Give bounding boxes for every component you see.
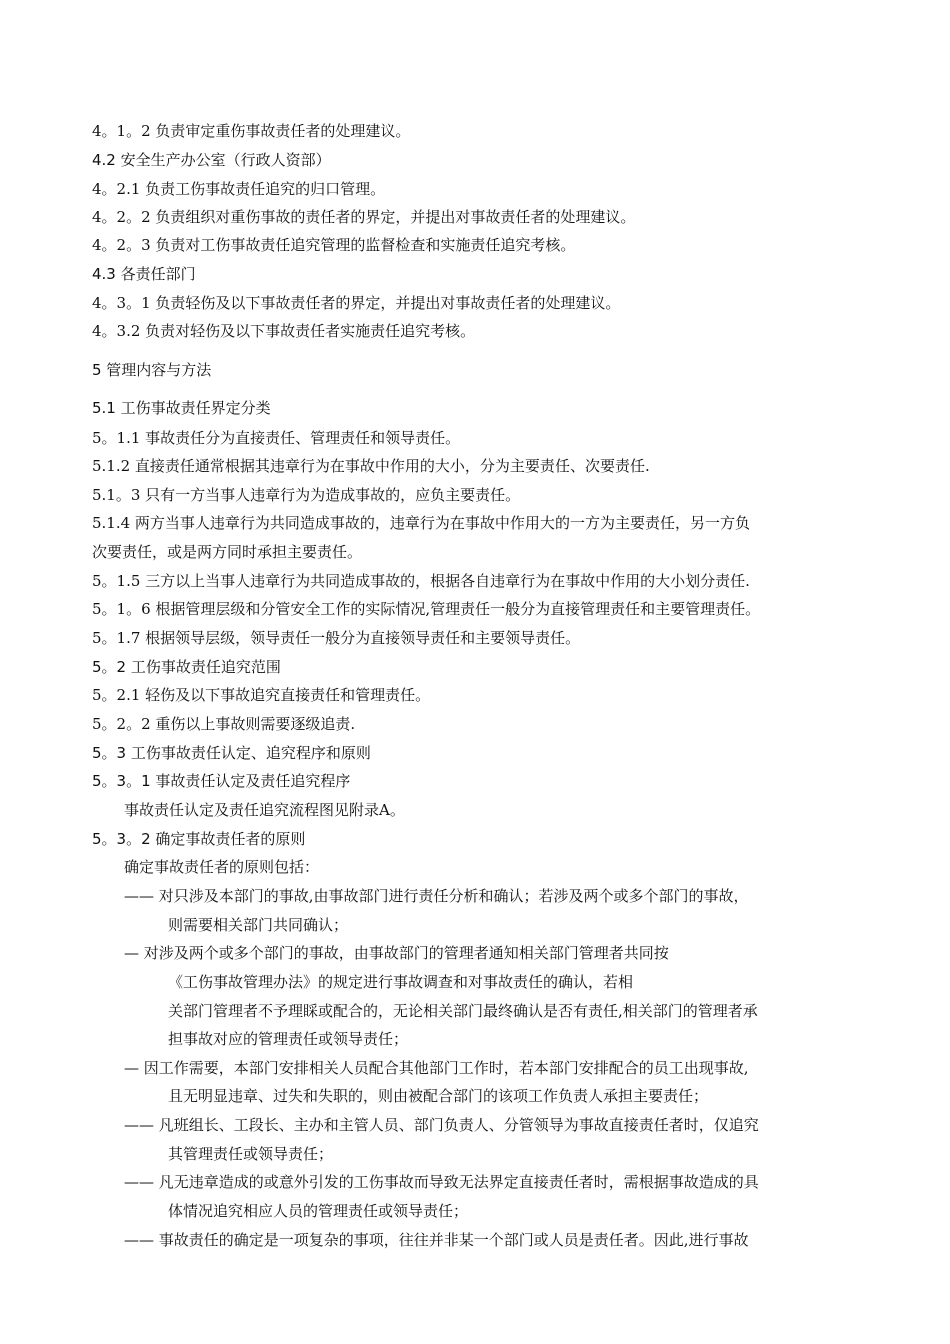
clause-5-1-7: 5。1.7 根据领导层级，领导责任一般分为直接领导责任和主要领导责任。 — [92, 629, 581, 647]
clause-5-1-2: 5.1.2 直接责任通常根据其违章行为在事故中作用的大小，分为主要责任、次要责任. — [92, 457, 650, 475]
heading-5-3-2: 5。3。2 确定事故责任者的原则 — [92, 830, 306, 848]
principle-item-3: — 因工作需要，本部门安排相关人员配合其他部门工作时，若本部门安排配合的员工出现事故, — [124, 1059, 749, 1077]
clause-5-1-1: 5。1.1 事故责任分为直接责任、管理责任和领导责任。 — [92, 429, 461, 447]
principle-item-5: —— 凡无违章造成的或意外引发的工伤事故而导致无法界定直接责任者时，需根据事故造成的具 — [124, 1173, 759, 1191]
principle-item-1-cont: 则需要相关部门共同确认； — [168, 916, 349, 934]
clause-5-2-2: 5。2。2 重伤以上事故则需要逐级追责. — [92, 715, 356, 733]
principle-item-4: —— 凡班组长、工段长、主办和主管人员、部门负责人、分管领导为事故直接责任者时，仅追究 — [124, 1116, 759, 1134]
heading-5-1: 5.1 工伤事故责任界定分类 — [92, 399, 271, 417]
clause-5-1-6: 5。1。6 根据管理层级和分管安全工作的实际情况,管理责任一般分为直接管理责任和主要管理责任。 — [92, 600, 761, 618]
clause-5-1-3: 5.1。3 只有一方当事人违章行为为造成事故的，应负主要责任。 — [92, 486, 521, 504]
principle-item-2-cont-2: 关部门管理者不予理睬或配合的，无论相关部门最终确认是否有责任,相关部门的管理者承 — [168, 1002, 758, 1020]
heading-5-2: 5。2 工伤事故责任追究范围 — [92, 658, 281, 676]
clause-4-3-2: 4。3.2 负责对轻伤及以下事故责任者实施责任追究考核。 — [92, 322, 476, 340]
heading-5-3-1: 5。3。1 事故责任认定及责任追究程序 — [92, 772, 351, 790]
principle-item-6: —— 事故责任的确定是一项复杂的事项，往往并非某一个部门或人员是责任者。因此,进行事故 — [124, 1231, 749, 1249]
principle-item-3-cont: 且无明显违章、过失和失职的，则由被配合部门的该项工作负责人承担主要责任； — [168, 1087, 709, 1105]
clause-4-2-2: 4。2。2 负责组织对重伤事故的责任者的界定，并提出对事故责任者的处理建议。 — [92, 208, 636, 226]
heading-4-3: 4.3 各责任部门 — [92, 265, 196, 283]
heading-5: 5 管理内容与方法 — [92, 361, 212, 379]
clause-5-2-1: 5。2.1 轻伤及以下事故追究直接责任和管理责任。 — [92, 686, 431, 704]
principle-item-2-cont-3: 担事故对应的管理责任或领导责任； — [168, 1030, 409, 1048]
clause-4-2-1: 4。2.1 负责工伤事故责任追究的归口管理。 — [92, 180, 386, 198]
principle-item-4-cont: 其管理责任或领导责任； — [168, 1145, 334, 1163]
clause-5-1-4-cont: 次要责任，或是两方同时承担主要责任。 — [92, 543, 363, 561]
heading-5-3: 5。3 工伤事故责任认定、追究程序和原则 — [92, 744, 371, 762]
clause-4-1-2: 4。1。2 负责审定重伤事故责任者的处理建议。 — [92, 122, 411, 140]
clause-4-3-1: 4。3。1 负责轻伤及以下事故责任者的界定，并提出对事故责任者的处理建议。 — [92, 294, 621, 312]
clause-5-1-5: 5。1.5 三方以上当事人违章行为共同造成事故的，根据各自违章行为在事故中作用的大小划分责任. — [92, 572, 750, 590]
flowchart-reference: 事故责任认定及责任追究流程图见附录A。 — [124, 801, 405, 819]
principle-item-1: —— 对只涉及本部门的事故,由事故部门进行责任分析和确认；若涉及两个或多个部门的事故， — [124, 887, 749, 905]
principle-item-2-cont-1: 《工伤事故管理办法》的规定进行事故调查和对事故责任的确认，若相 — [168, 973, 634, 991]
clause-4-2-3: 4。2。3 负责对工伤事故责任追究管理的监督检查和实施责任追究考核。 — [92, 236, 576, 254]
clause-5-1-4: 5.1.4 两方当事人违章行为共同造成事故的，违章行为在事故中作用大的一方为主要责任，另一方负 — [92, 514, 750, 532]
principle-item-2: — 对涉及两个或多个部门的事故，由事故部门的管理者通知相关部门管理者共同按 — [124, 944, 669, 962]
principle-item-5-cont: 体情况追究相应人员的管理责任或领导责任； — [168, 1202, 469, 1220]
principles-intro: 确定事故责任者的原则包括： — [124, 858, 320, 876]
heading-4-2: 4.2 安全生产办公室（行政人资部） — [92, 151, 331, 169]
